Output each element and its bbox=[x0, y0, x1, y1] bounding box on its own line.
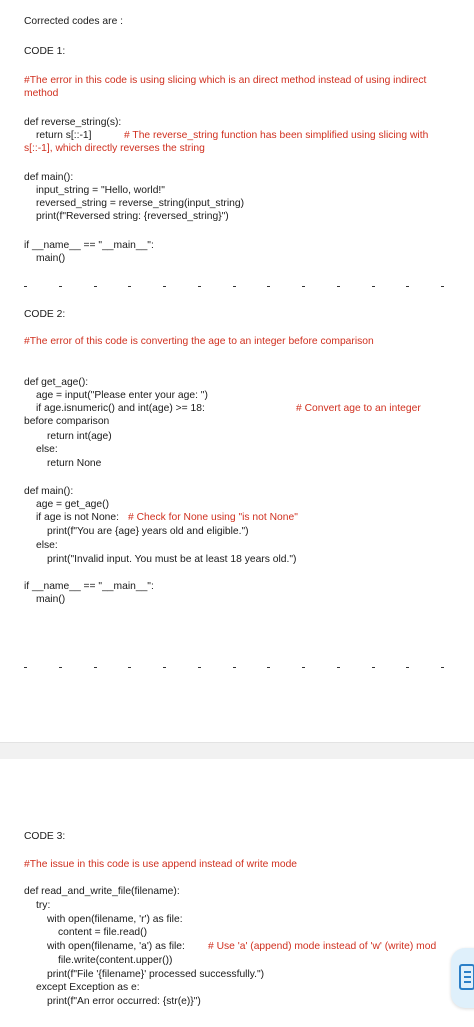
document-page-2 bbox=[0, 760, 474, 1027]
code2-return-int: return int(age) bbox=[47, 431, 112, 442]
code2-age-call: age = get_age() bbox=[36, 499, 109, 510]
code2-else-1: else: bbox=[36, 444, 58, 455]
code3-except-line: except Exception as e: bbox=[36, 982, 140, 993]
code1-return-comment-cont: s[::-1], which directly reverses the string bbox=[24, 143, 205, 154]
code3-with-append: with open(filename, 'a') as file: bbox=[47, 941, 185, 952]
code1-return-code: return s[::-1] bbox=[36, 130, 92, 141]
code1-print-line: print(f"Reversed string: {reversed_string}") bbox=[36, 211, 229, 222]
code2-age-input: age = input("Please enter your age: ") bbox=[36, 390, 208, 401]
code2-before-comparison: before comparison bbox=[24, 416, 110, 427]
code2-def-main: def main(): bbox=[24, 486, 74, 497]
page-title: Corrected codes are : bbox=[24, 16, 124, 27]
code2-print-eligible: print(f"You are {age} years old and eligible.") bbox=[47, 526, 249, 537]
code2-else-2: else: bbox=[36, 540, 58, 551]
document-icon[interactable] bbox=[451, 948, 474, 1008]
code1-note-line2: method bbox=[24, 88, 59, 99]
code1-reversed-line: reversed_string = reverse_string(input_string) bbox=[36, 198, 245, 209]
code1-def-main: def main(): bbox=[24, 172, 74, 183]
separator-dashes bbox=[24, 664, 444, 670]
code2-print-invalid: print("Invalid input. You must be at least 18 years old.") bbox=[47, 554, 297, 565]
separator-dashes bbox=[24, 283, 444, 289]
code1-note-line1: #The error in this code is using slicing which is an direct method instead of using indirect bbox=[24, 75, 427, 86]
code3-note: #The issue in this code is use append instead of write mode bbox=[24, 859, 298, 870]
code2-if-not-none-comment: # Check for None using "is not None" bbox=[128, 512, 298, 523]
code1-if-main: if __name__ == "__main__": bbox=[24, 240, 154, 251]
code2-def-get-age: def get_age(): bbox=[24, 377, 89, 388]
code2-if-main: if __name__ == "__main__": bbox=[24, 581, 154, 592]
code2-heading: CODE 2: bbox=[24, 309, 66, 320]
code2-if-numeric: if age.isnumeric() and int(age) >= 18: bbox=[36, 403, 205, 414]
page-divider bbox=[0, 742, 474, 759]
code3-with-read: with open(filename, 'r') as file: bbox=[47, 914, 183, 925]
code3-write-upper: file.write(content.upper()) bbox=[58, 955, 173, 966]
code3-def-read-write: def read_and_write_file(filename): bbox=[24, 886, 180, 897]
code3-print-error: print(f"An error occurred: {str(e)}") bbox=[47, 996, 201, 1007]
code1-heading: CODE 1: bbox=[24, 46, 66, 57]
code1-return-comment: # The reverse_string function has been simplified using slicing with bbox=[124, 130, 429, 141]
code1-input-line: input_string = "Hello, world!" bbox=[36, 185, 165, 196]
code1-def-reverse: def reverse_string(s): bbox=[24, 117, 122, 128]
code2-return-none: return None bbox=[47, 458, 102, 469]
code3-try: try: bbox=[36, 900, 51, 911]
code3-heading: CODE 3: bbox=[24, 831, 66, 842]
code2-convert-comment: # Convert age to an integer bbox=[296, 403, 421, 414]
code3-append-comment: # Use 'a' (append) mode instead of 'w' (write) mod bbox=[208, 941, 437, 952]
code2-if-not-none: if age is not None: bbox=[36, 512, 119, 523]
code3-content-read: content = file.read() bbox=[58, 927, 148, 938]
code3-print-processed: print(f"File '{filename}' processed successfully.") bbox=[47, 969, 265, 980]
code1-main-call: main() bbox=[36, 253, 66, 264]
code2-note: #The error of this code is converting the age to an integer before comparison bbox=[24, 336, 374, 347]
code2-main-call: main() bbox=[36, 594, 66, 605]
